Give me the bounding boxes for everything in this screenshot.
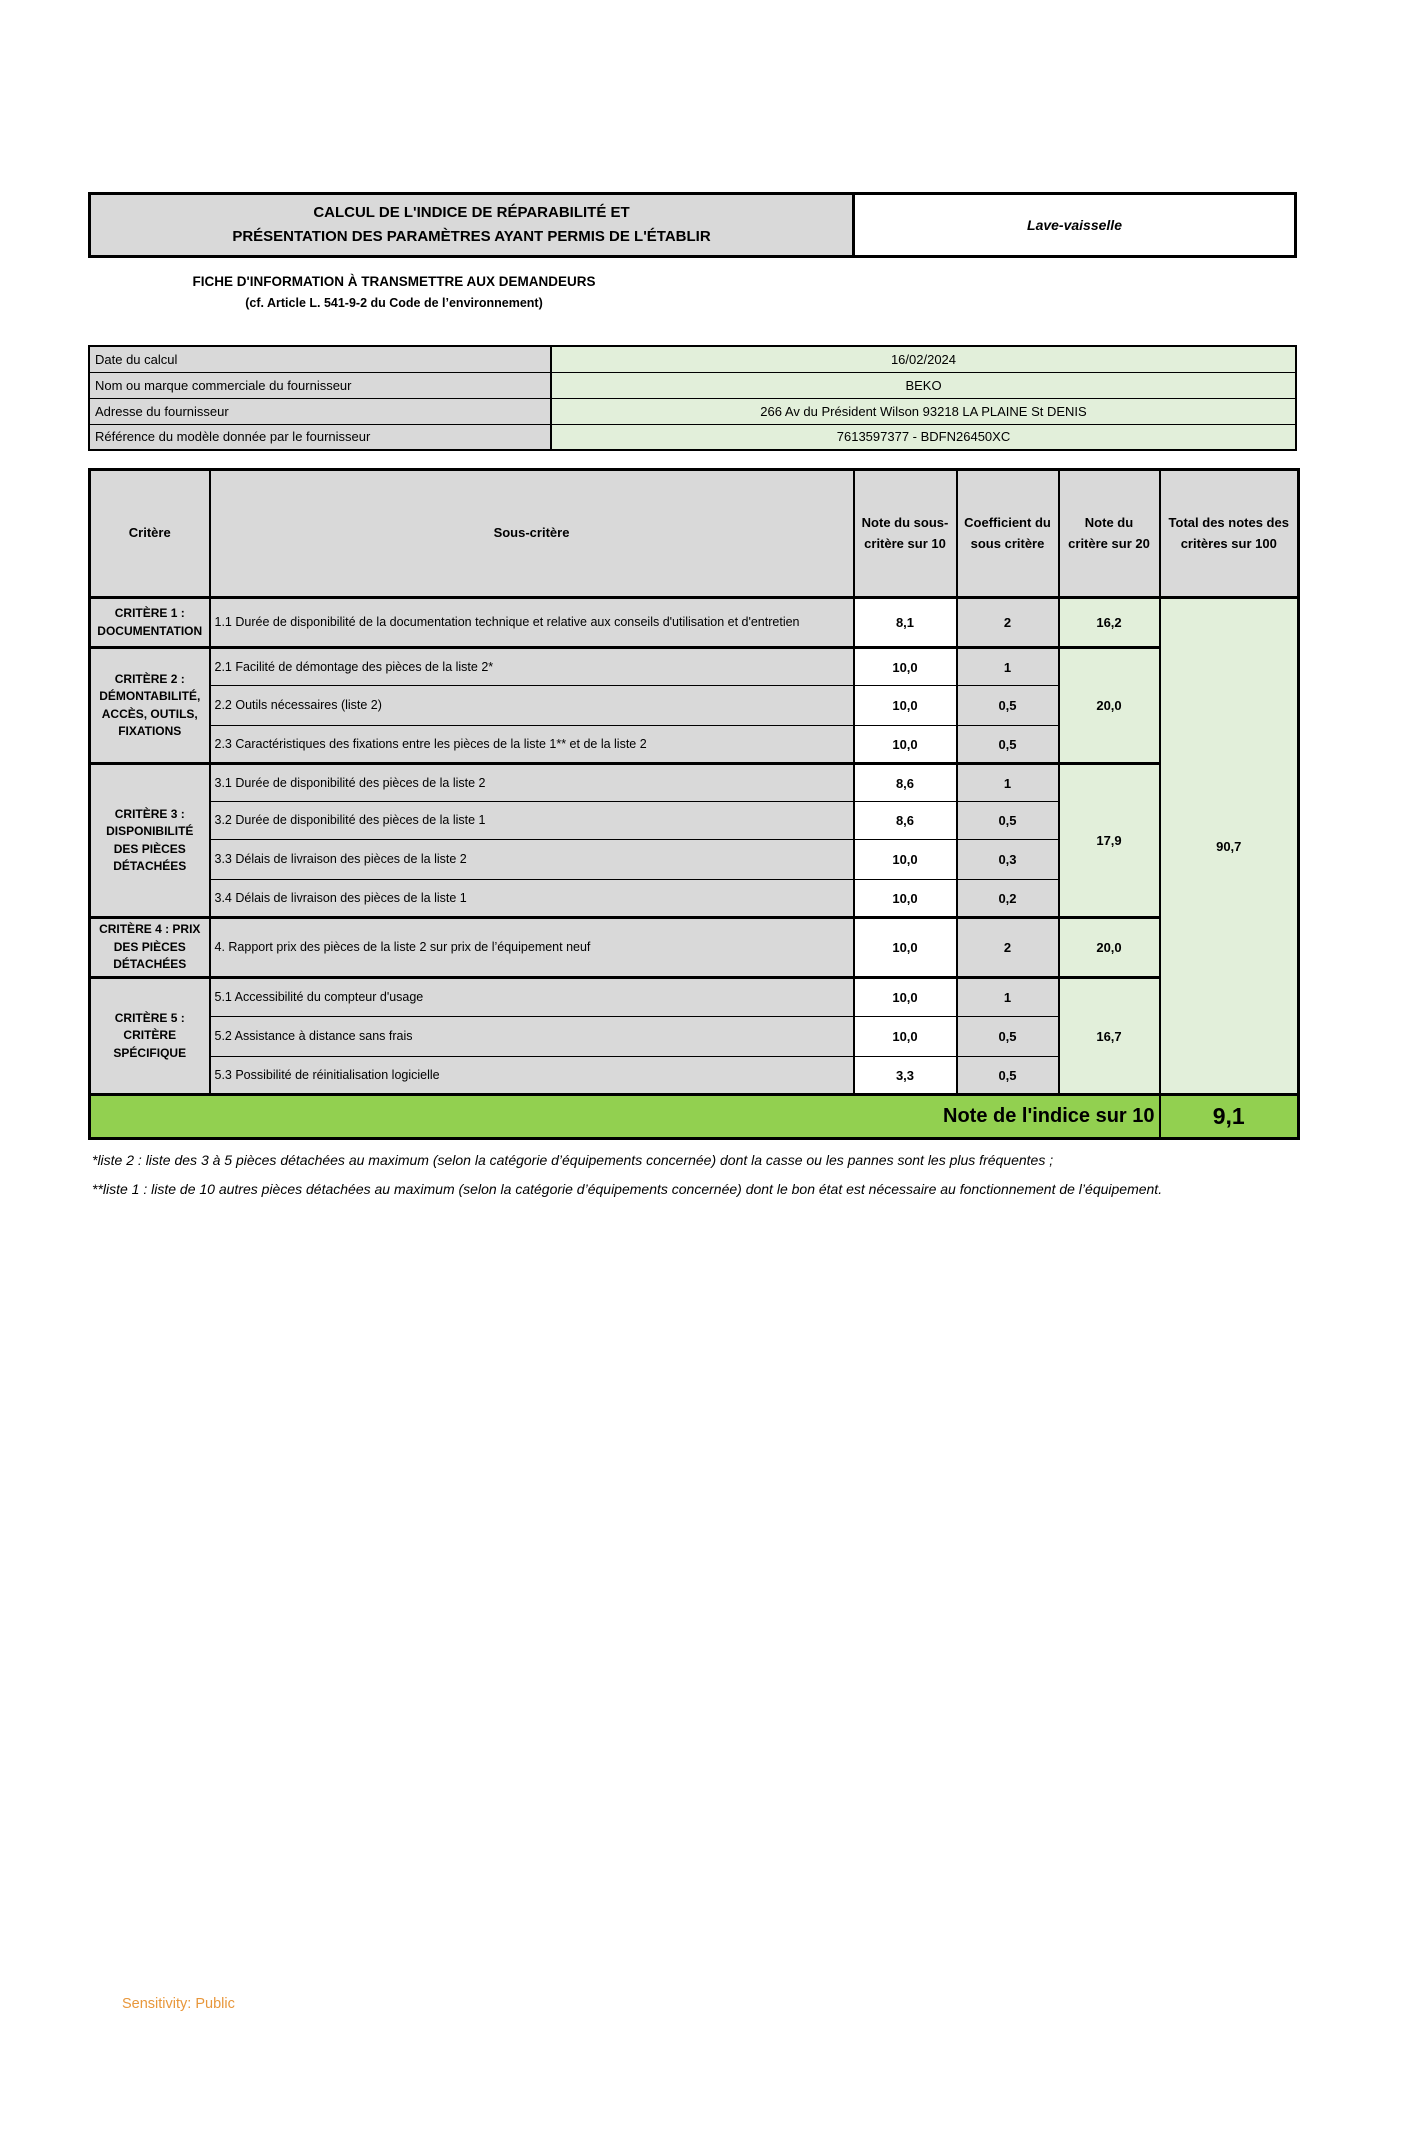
table-row [89,424,1296,450]
info-label-reference: Référence du modèle donnée par le fournisseur [89,424,551,450]
coefficient-cell: 1 [957,764,1059,802]
col-header-criterion: Critère [90,470,210,598]
table-row [89,398,1296,424]
footnotes-block [92,1146,1262,1204]
info-value-reference: 7613597377 - BDFN26450XC [551,424,1296,450]
coefficient-cell: 2 [957,598,1059,648]
coefficient-cell: 0,2 [957,880,1059,918]
product-category-box [855,192,1297,258]
header-row [90,470,1299,598]
page-title-line1: CALCUL DE L'INDICE DE RÉPARABILITÉ ET [313,204,630,221]
criterion-3-score-cell: 17,9 [1059,764,1160,918]
index-row-label: Note de l'indice sur 10 [90,1095,1160,1139]
criterion-2-score-cell: 20,0 [1059,648,1160,764]
subcriterion-cell: 3.4 Délais de livraison des pièces de la liste 1 [210,880,854,918]
col-header-subcriterion: Sous-critère [210,470,854,598]
criterion-5-cell: CRITÈRE 5 : CRITÈRE SPÉCIFIQUE [90,978,210,1095]
info-value-brand: BEKO [551,372,1296,398]
note-cell: 10,0 [854,978,957,1017]
title-row [88,192,1297,258]
info-label-address: Adresse du fournisseur [89,398,551,424]
product-category-label: Lave-vaisselle [1027,217,1122,233]
col-header-subnote: Note du sous-critère sur 10 [854,470,957,598]
table-row [89,346,1296,372]
footnote-liste2: *liste 2 : liste des 3 à 5 pièces détachées au maximum (selon la catégorie d’équipements concernée) dont la casse ou les pannes sont les plus fréquentes ; [92,1152,1054,1168]
criterion-1-score-cell: 16,2 [1059,598,1160,648]
coefficient-cell: 0,5 [957,686,1059,726]
subcriterion-cell: 1.1 Durée de disponibilité de la documentation technique et relative aux conseils d'utilisation et d'entretien [210,598,854,648]
note-cell: 8,6 [854,802,957,840]
col-header-coefficient: Coefficient du sous critère [957,470,1059,598]
info-value-date: 16/02/2024 [551,346,1296,372]
note-cell: 10,0 [854,726,957,764]
index-value: 9,1 [1160,1095,1299,1139]
note-cell: 10,0 [854,686,957,726]
table-row [90,598,1299,648]
table-row [90,918,1299,978]
footnote-liste1: **liste 1 : liste de 10 autres pièces détachées au maximum (selon la catégorie d’équipements concernée) dont le bon état est nécessaire au fonctionnement de l’équipement. [92,1181,1163,1197]
subtitle-block [88,274,700,310]
index-row [90,1095,1299,1139]
total-score-cell: 90,7 [1160,598,1299,1095]
page-title-line2: PRÉSENTATION DES PARAMÈTRES AYANT PERMIS DE L'ÉTABLIR [232,228,711,245]
subcriterion-cell: 5.1 Accessibilité du compteur d'usage [210,978,854,1017]
table-row [90,764,1299,802]
subtitle-line2: (cf. Article L. 541-9-2 du Code de l’environnement) [245,296,543,310]
coefficient-cell: 0,3 [957,840,1059,880]
note-cell: 8,1 [854,598,957,648]
coefficient-cell: 1 [957,978,1059,1017]
subcriterion-cell: 2.3 Caractéristiques des fixations entre les pièces de la liste 1** et de la liste 2 [210,726,854,764]
note-cell: 10,0 [854,840,957,880]
page-title [88,192,855,258]
coefficient-cell: 0,5 [957,1017,1059,1057]
note-cell: 10,0 [854,1017,957,1057]
subcriterion-cell: 5.2 Assistance à distance sans frais [210,1017,854,1057]
criterion-5-score-cell: 16,7 [1059,978,1160,1095]
note-cell: 3,3 [854,1057,957,1095]
subcriterion-cell: 2.2 Outils nécessaires (liste 2) [210,686,854,726]
table-row [89,372,1296,398]
subcriterion-cell: 3.2 Durée de disponibilité des pièces de la liste 1 [210,802,854,840]
info-label-date: Date du calcul [89,346,551,372]
col-header-criterion-note: Note du critère sur 20 [1059,470,1160,598]
coefficient-cell: 0,5 [957,802,1059,840]
note-cell: 10,0 [854,880,957,918]
coefficient-cell: 0,5 [957,726,1059,764]
subcriterion-cell: 5.3 Possibilité de réinitialisation logicielle [210,1057,854,1095]
criterion-2-cell: CRITÈRE 2 : DÉMONTABILITÉ, ACCÈS, OUTILS, FIXATIONS [90,648,210,764]
table-row [90,648,1299,686]
info-label-brand: Nom ou marque commerciale du fournisseur [89,372,551,398]
sensitivity-label: Sensitivity: Public [122,1996,235,2012]
note-cell: 10,0 [854,918,957,978]
table-row [90,978,1299,1017]
criterion-3-cell: CRITÈRE 3 : DISPONIBILITÉ DES PIÈCES DÉTACHÉES [90,764,210,918]
criterion-4-score-cell: 20,0 [1059,918,1160,978]
col-header-total: Total des notes des critères sur 100 [1160,470,1299,598]
supplier-info-table [88,345,1297,451]
subcriterion-cell: 3.1 Durée de disponibilité des pièces de la liste 2 [210,764,854,802]
criteria-table [88,468,1300,1140]
criterion-1-cell: CRITÈRE 1 : DOCUMENTATION [90,598,210,648]
subcriterion-cell: 4. Rapport prix des pièces de la liste 2 sur prix de l’équipement neuf [210,918,854,978]
note-cell: 10,0 [854,648,957,686]
criterion-4-cell: CRITÈRE 4 : PRIX DES PIÈCES DÉTACHÉES [90,918,210,978]
coefficient-cell: 2 [957,918,1059,978]
coefficient-cell: 0,5 [957,1057,1059,1095]
note-cell: 8,6 [854,764,957,802]
subcriterion-cell: 3.3 Délais de livraison des pièces de la liste 2 [210,840,854,880]
info-value-address: 266 Av du Président Wilson 93218 LA PLAINE St DENIS [551,398,1296,424]
subcriterion-cell: 2.1 Facilité de démontage des pièces de la liste 2* [210,648,854,686]
coefficient-cell: 1 [957,648,1059,686]
subtitle-line1: FICHE D'INFORMATION À TRANSMETTRE AUX DEMANDEURS [192,274,596,289]
